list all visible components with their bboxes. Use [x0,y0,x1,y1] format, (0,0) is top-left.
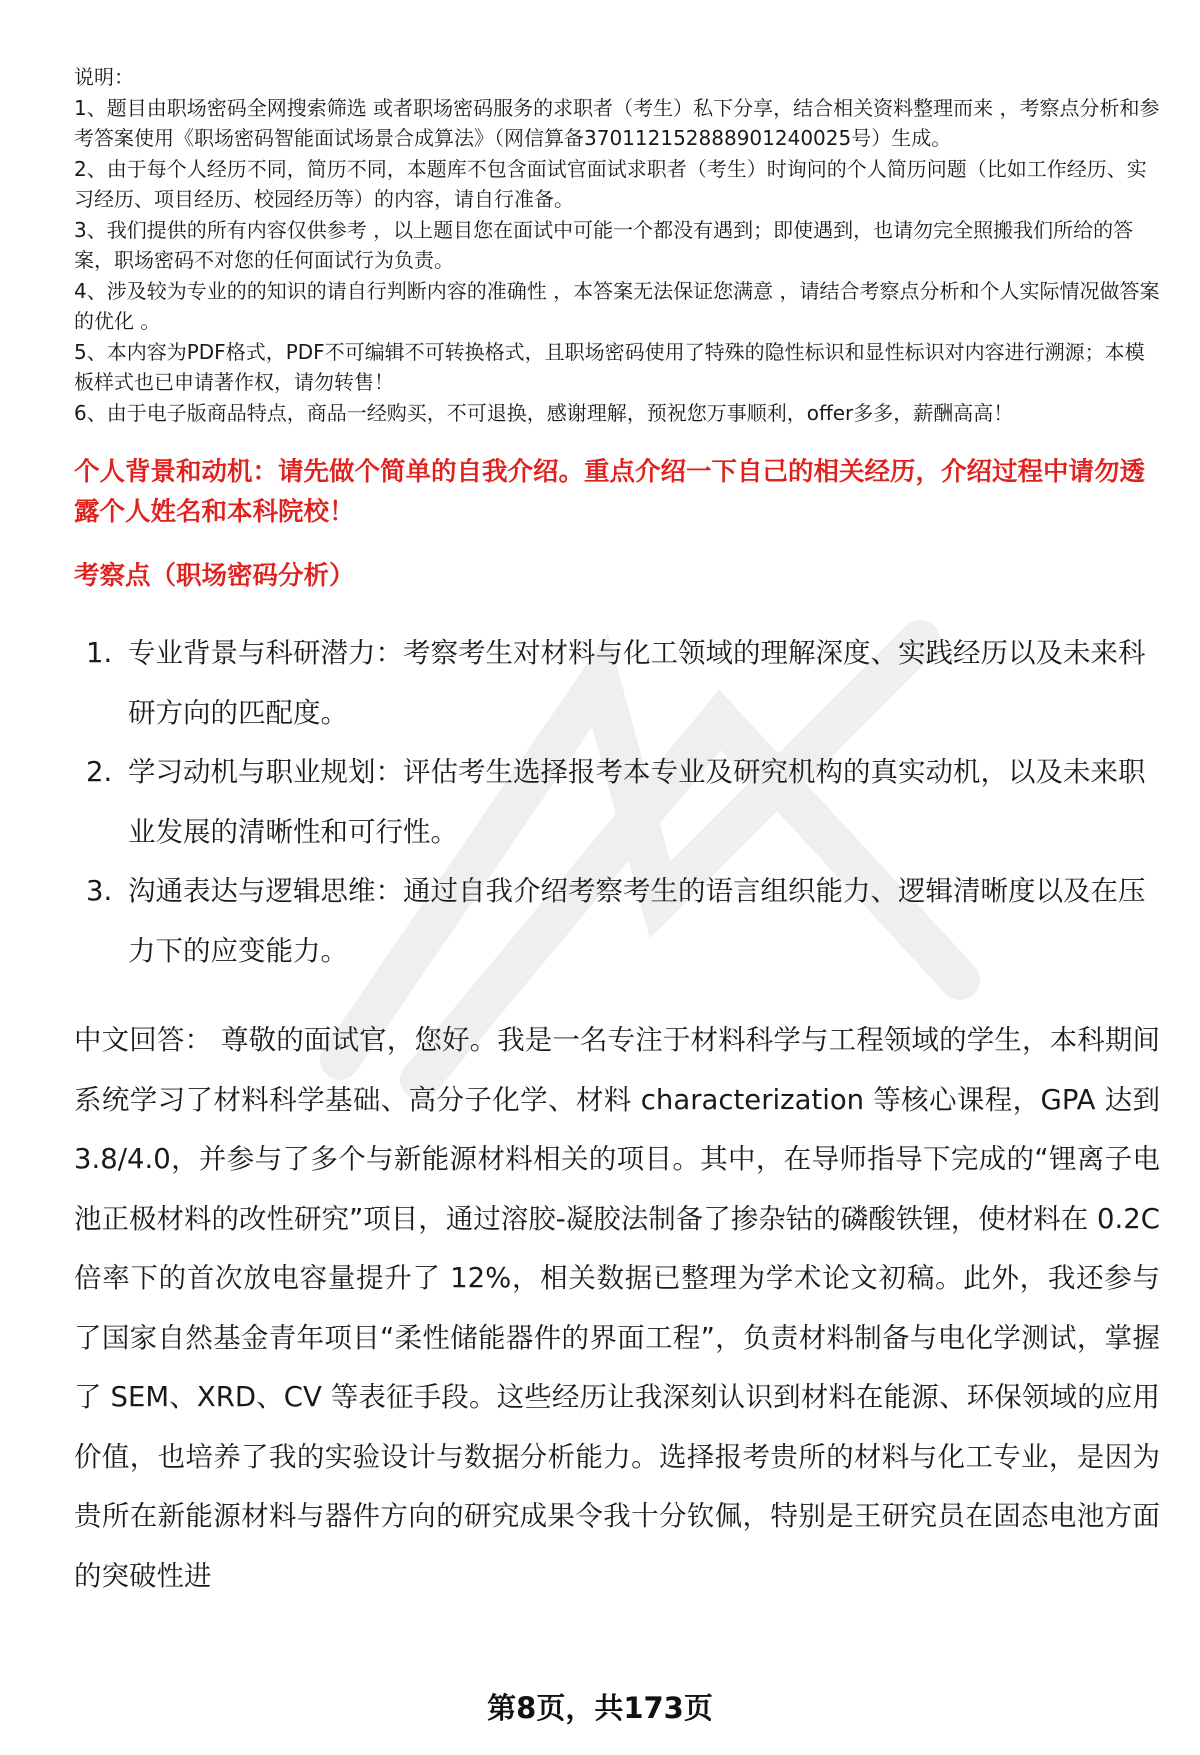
document-page [74,62,1160,1606]
point-text: 学习动机与职业规划：评估考生选择报考本专业及研究机构的真实动机，以及未来职业发展的清晰性和可行性。 [128,756,1146,848]
page-footer: 第8页，共173页 [487,1691,713,1725]
notes-section [74,62,1160,428]
analysis-point [74,743,1160,862]
note-item: 3、我们提供的所有内容仅供参考 ，以上题目您在面试中可能一个都没有遇到；即使遇到，也请勿完全照搬我们所给的答案，职场密码不对您的任何面试行为负责。 [74,217,1134,272]
interview-question: 个人背景和动机：请先做个简单的自我介绍。重点介绍一下自己的相关经历，介绍过程中请勿透露个人姓名和本科院校！ [74,457,1146,527]
notes-heading: 说明： [74,65,134,89]
note-item: 5、本内容为PDF格式，PDF不可编辑不可转换格式，且职场密码使用了特殊的隐性标识和显性标识对内容进行溯源；本模板样式也已申请著作权，请勿转售！ [74,339,1145,394]
answer-text: 中文回答： 尊敬的面试官，您好。我是一名专注于材料科学与工程领域的学生，本科期间系统学习了材料科学基础、高分子化学、材料 characterization 等核心课程，GPA 达到 3.8/4.0，并参与了多个与新能源材料相关的项目。其中，在导师指导下完成的“锂离子电池正极材料的改性研究”项目，通过溶胶-凝胶法制备了掺杂钴的磷酸铁锂，使材料在 0.2C 倍率下的首次放电容量提升了 12%，相关数据已整理为学术论文初稿。此外，我还参与了国家自然基金青年项目“柔性储能器件的界面工程”，负责材料制备与电化学测试，掌握了 SEM、XRD、CV 等表征手段。这些经历让我深刻认识到材料在能源、环保领域的应用价值，也培养了我的实验设计与数据分析能力。选择报考贵所的材料与化工专业，是因为贵所在新能源材料与器件方向的研究成果令我十分钦佩，特别是王研究员在固态电池方面的突破性进 [74,1024,1160,1592]
point-number: 1. [86,637,113,669]
analysis-point [74,624,1160,743]
note-item: 6、由于电子版商品特点，商品一经购买，不可退换，感谢理解，预祝您万事顺利，offer多多，薪酬高高！ [74,400,1014,425]
note-item: 4、涉及较为专业的的知识的请自行判断内容的准确性 ，本答案无法保证您满意 ，请结合考察点分析和个人实际情况做答案的优化 。 [74,278,1160,333]
point-text: 沟通表达与逻辑思维：通过自我介绍考察考生的语言组织能力、逻辑清晰度以及在压力下的应变能力。 [128,875,1146,967]
point-number: 3. [86,875,113,907]
point-number: 2. [86,756,113,788]
point-text: 专业背景与科研潜力：考察考生对材料与化工领域的理解深度、实践经历以及未来科研方向的匹配度。 [128,637,1146,729]
analysis-point [74,862,1160,981]
note-item: 1、题目由职场密码全网搜索筛选 或者职场密码服务的求职者（考生）私下分享，结合相关资料整理而来 ，考察点分析和参考答案使用《职场密码智能面试场景合成算法》（网信算备370112152888901240025号）生成。 [74,95,1160,150]
analysis-heading: 考察点（职场密码分析） [74,561,355,591]
note-item: 2、由于每个人经历不同，简历不同，本题库不包含面试官面试求职者（考生）时询问的个人简历问题（比如工作经历、实习经历、项目经历、校园经历等）的内容，请自行准备。 [74,156,1147,211]
analysis-points [74,624,1160,981]
